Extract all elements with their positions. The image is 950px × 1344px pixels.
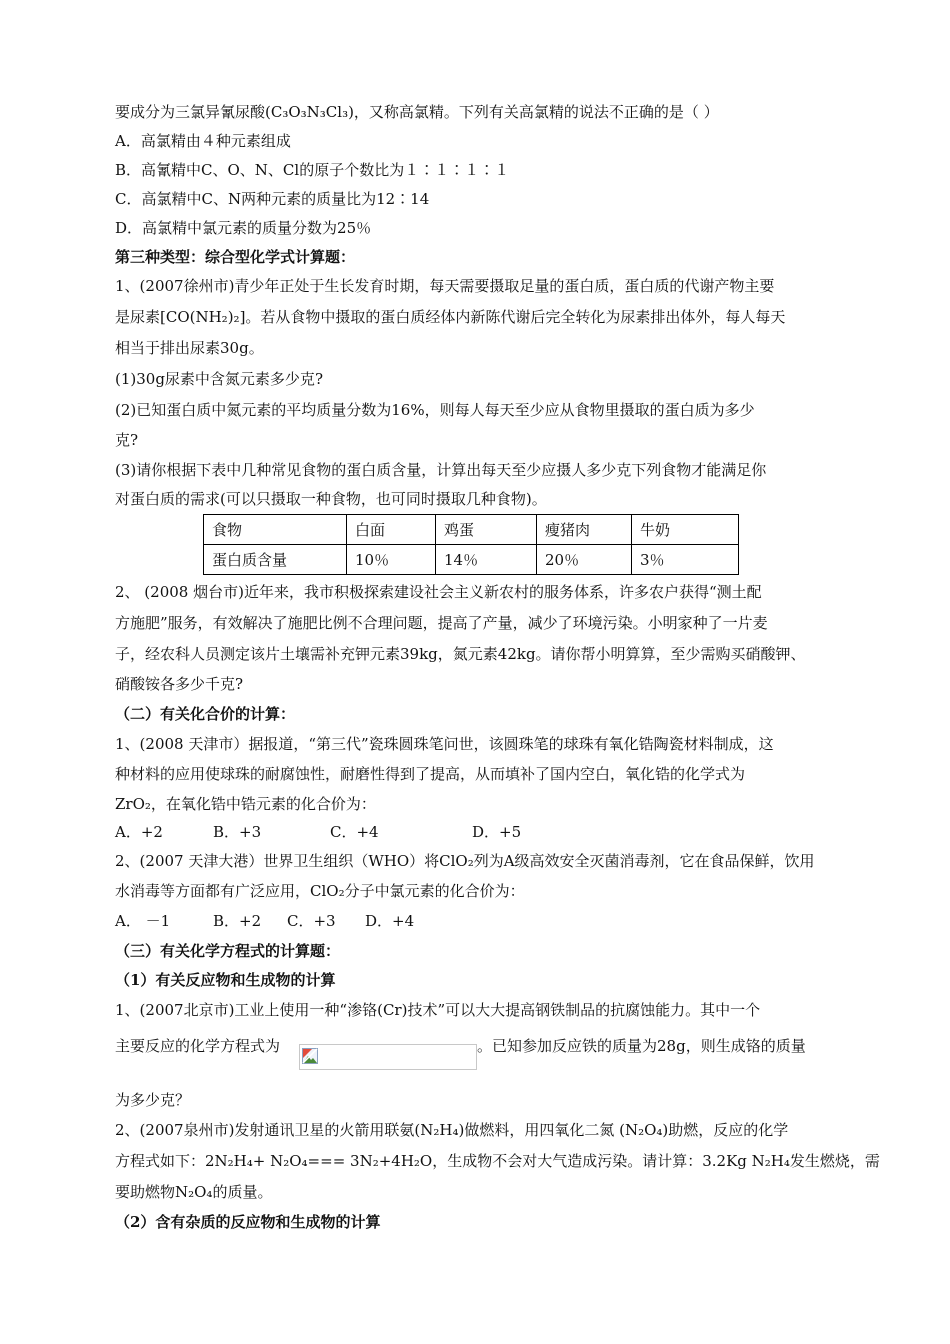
table-cell: 瘦猪肉 [537,515,632,545]
option-a: A． －1 [115,912,171,930]
paragraph-line: 对蛋白质的需求(可以只摄取一种食物，也可同时摄取几种食物)。 [115,490,547,508]
paragraph-line: 种材料的应用使球珠的耐腐蚀性，耐磨性得到了提高，从而填补了国内空白，氧化锆的化学式为 [115,765,746,783]
paragraph-line: (3)请你根据下表中几种常见食物的蛋白质含量，计算出每天至少应摄人多少克下列食物才能满足你 [115,461,767,479]
option-b: B．高氰精中C、O、N、Cl的原子个数比为１∶１∶１∶１ [115,161,510,179]
table-cell: 20％ [537,545,632,575]
paragraph-line: ZrO₂，在氧化锆中锆元素的化合价为： [115,795,376,813]
paragraph-line: 方施肥”服务，有效解决了施肥比例不合理问题，提高了产量，减少了环境污染。小明家种了一片麦 [115,614,768,632]
subsection-heading: （2）含有杂质的反应物和生成物的计算 [115,1213,381,1231]
table-cell: 10％ [347,545,436,575]
paragraph-line: (2)已知蛋白质中氮元素的平均质量分数为16%，则每人每天至少应从食物里摄取的蛋白质为多少 [115,401,755,419]
option-a: A．+2 [115,823,163,841]
question-intro: 要成分为三氯异氰尿酸(C₃O₃N₃Cl₃)，又称高氯精。下列有关高氯精的说法不正确的是（ ） [115,103,719,121]
paragraph-line: 是尿素[CO(NH₂)₂]。若从食物中摄取的蛋白质经体内新陈代谢后完全转化为尿素排出体外，每人每天 [115,308,786,326]
paragraph-line: 相当于排出尿素30g。 [115,339,264,357]
paragraph-line: 1、(2008 天津市）据报道，“第三代”瓷珠圆珠笔问世，该圆珠笔的球珠有氧化锆陶瓷材料制成，这 [115,735,774,753]
subsection-heading: （1）有关反应物和生成物的计算 [115,971,336,989]
table-cell: 白面 [347,515,436,545]
paragraph-line: 1、(2007徐州市)青少年正处于生长发育时期，每天需要摄取足量的蛋白质，蛋白质的代谢产物主要 [115,277,775,295]
option-d: D．+5 [472,823,522,841]
paragraph-line: 2、(2007泉州市)发射通讯卫星的火箭用联氨(N₂H₄)做燃料，用四氧化二氮 (N₂O₄)助燃，反应的化学 [115,1121,789,1139]
paragraph-line: 水消毒等方面都有广泛应用，ClO₂分子中氯元素的化合价为： [115,882,525,900]
table-cell: 牛奶 [632,515,739,545]
table-row [204,545,739,575]
table-row [204,515,739,545]
paragraph-line: 克? [115,431,139,449]
paragraph-line: 方程式如下：2N₂H₄+ N₂O₄=== 3N₂+4H₂O，生成物不会对大气造成污染。请计算：3.2Kg N₂H₄发生燃烧，需 [115,1152,880,1170]
paragraph-line: 主要反应的化学方程式为 [115,1037,281,1055]
broken-image-icon [302,1048,318,1064]
section-title: 第三种类型：综合型化学式计算题： [115,248,356,266]
table-cell: 14％ [436,545,537,575]
paragraph-line: 2、(2007 天津大港）世界卫生组织（WHO）将ClO₂列为A级高效安全灭菌消毒剂，它在食品保鲜，饮用 [115,852,815,870]
option-d: D．高氯精中氯元素的质量分数为25％ [115,219,372,237]
option-c: C．+4 [330,823,379,841]
option-b: B．+3 [213,823,262,841]
table-cell: 3％ [632,545,739,575]
section-heading-valence: （二）有关化合价的计算： [115,705,296,723]
option-c: C．+3 [287,912,336,930]
option-c: C．高氯精中C、N两种元素的质量比为12∶14 [115,190,430,208]
option-a: A．高氯精由４种元素组成 [115,132,291,150]
section-heading-equation: （三）有关化学方程式的计算题： [115,942,341,960]
paragraph-line: 为多少克？ [115,1091,191,1109]
paragraph-line: 硝酸铵各多少千克? [115,675,244,693]
table-cell: 食物 [204,515,347,545]
paragraph-line: 子，经农科人员测定该片土壤需补充钾元素39kg，氮元素42kg。请你帮小明算算，至少需购买硝酸钾、 [115,645,806,663]
paragraph-line: 2、 (2008 烟台市)近年来，我市积极探索建设社会主义新农村的服务体系，许多农户获得“测土配 [115,583,762,601]
table-cell: 蛋白质含量 [204,545,347,575]
option-d: D．+4 [365,912,415,930]
paragraph-line: 要助燃物N₂O₄的质量。 [115,1183,273,1201]
paragraph-line: (1)30g尿素中含氮元素多少克? [115,370,323,388]
option-b: B．+2 [213,912,262,930]
paragraph-line: 。已知参加反应铁的质量为28g，则生成铬的质量 [477,1037,806,1055]
protein-table [203,514,739,575]
paragraph-line: 1、(2007北京市)工业上使用一种“渗铬(Cr)技术”可以大大提高钢铁制品的抗腐蚀能力。其中一个 [115,1001,761,1019]
table-cell: 鸡蛋 [436,515,537,545]
broken-image-placeholder [299,1044,477,1070]
